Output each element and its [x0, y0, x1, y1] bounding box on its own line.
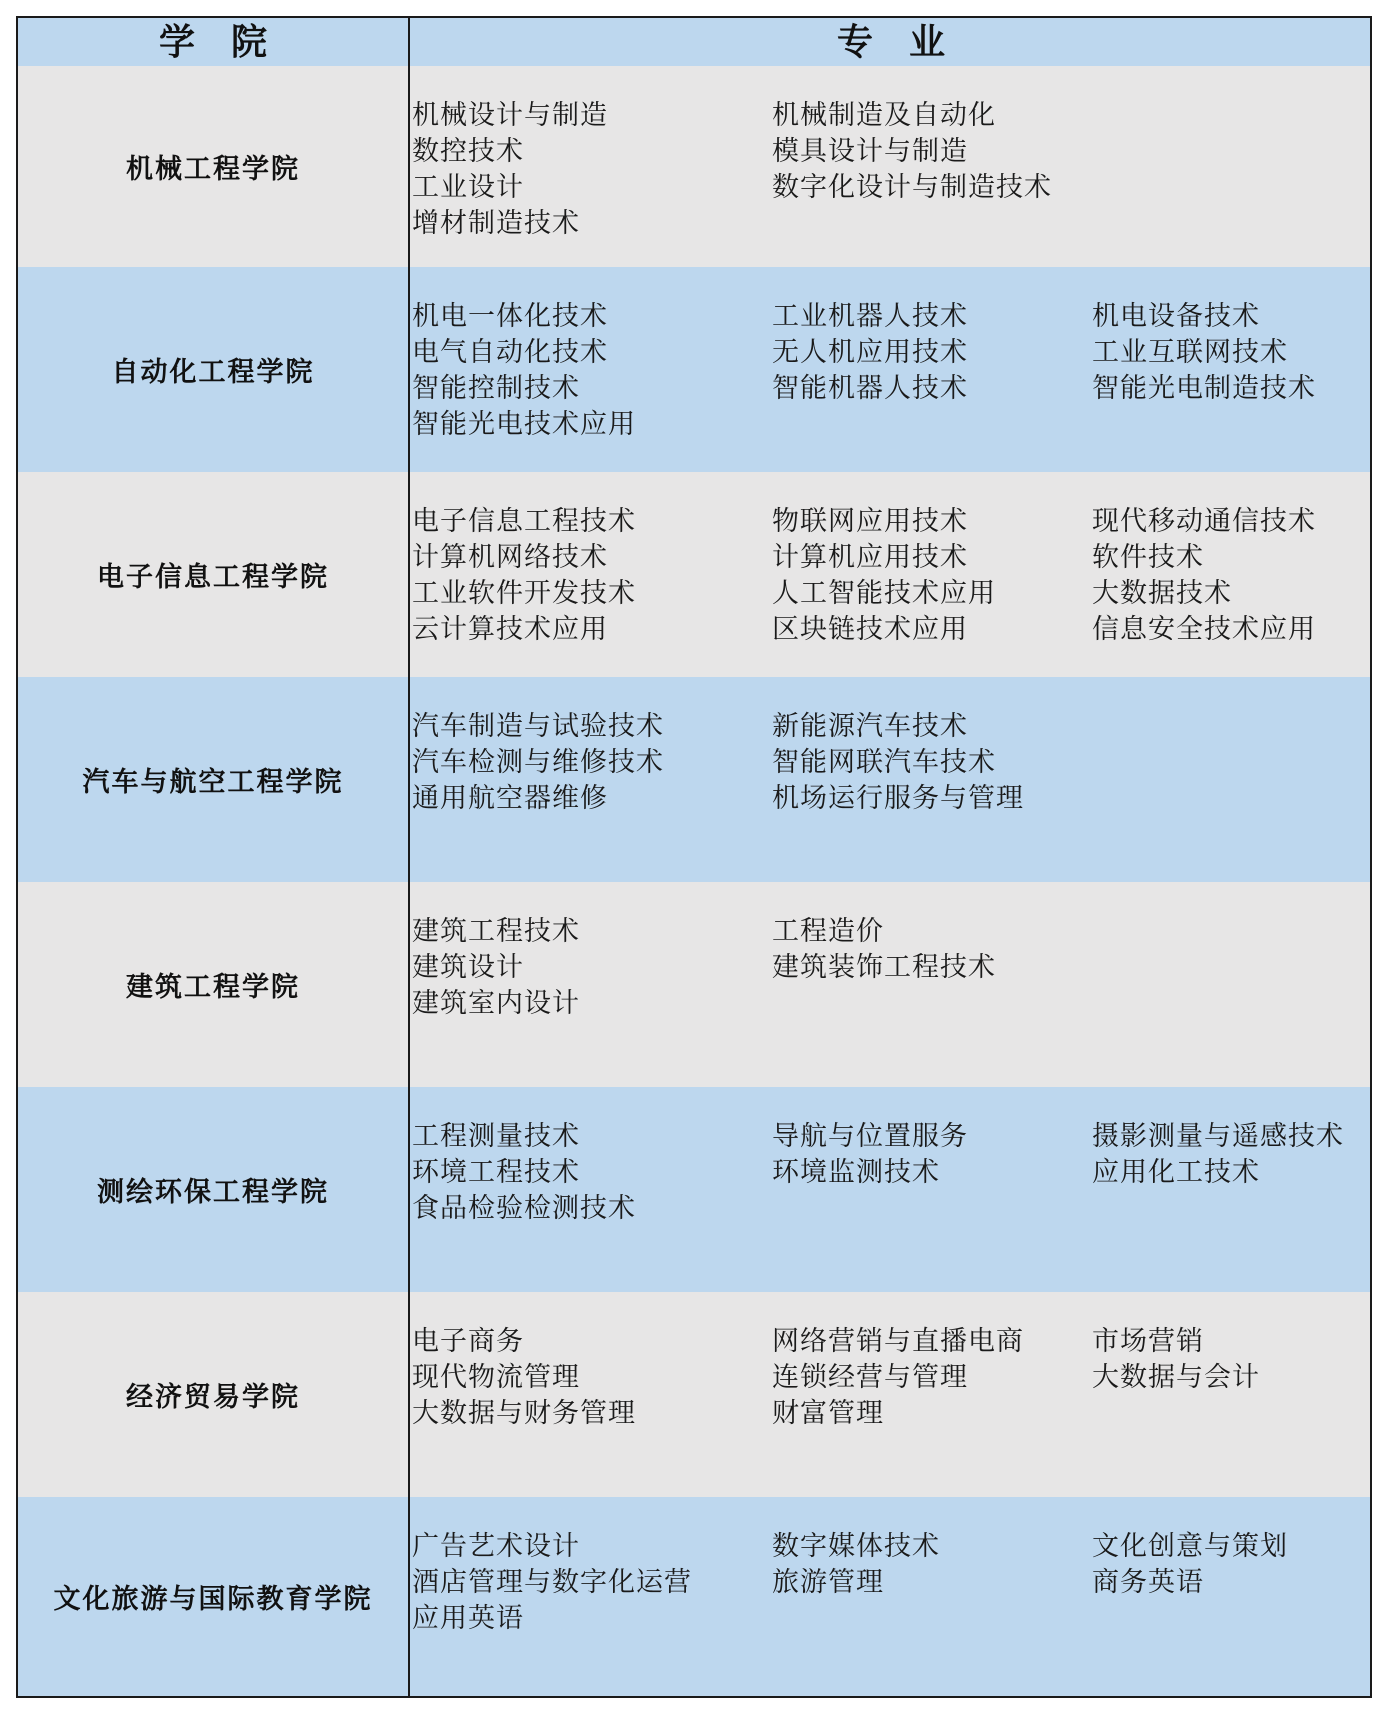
- major-item: 云计算技术应用: [412, 614, 608, 645]
- major-item: 食品检验检测技术: [412, 1193, 636, 1224]
- major-item: 工业软件开发技术: [412, 578, 636, 609]
- majors-cell: [412, 1292, 1370, 1497]
- majors-cell: [412, 882, 1370, 1087]
- major-column: [772, 914, 996, 986]
- major-item: 电子商务: [412, 1326, 524, 1357]
- major-item: 商务英语: [1092, 1567, 1204, 1598]
- major-item: 旅游管理: [772, 1567, 884, 1598]
- major-item: 智能控制技术: [412, 373, 580, 404]
- major-item: 新能源汽车技术: [772, 711, 968, 742]
- major-item: 信息安全技术应用: [1092, 614, 1316, 645]
- major-item: 摄影测量与遥感技术: [1092, 1121, 1344, 1152]
- major-item: 工程造价: [772, 916, 884, 947]
- major-item: 市场营销: [1092, 1326, 1204, 1357]
- major-item: 工业机器人技术: [772, 301, 968, 332]
- major-item: 计算机应用技术: [772, 542, 968, 573]
- college-name: 汽车与航空工程学院: [82, 767, 344, 798]
- column-divider: [408, 18, 410, 1696]
- major-item: 智能光电制造技术: [1092, 373, 1316, 404]
- table-row: [18, 66, 1370, 267]
- college-name: 经济贸易学院: [126, 1382, 300, 1413]
- major-item: 建筑装饰工程技术: [772, 952, 996, 983]
- college-name: 自动化工程学院: [111, 357, 315, 388]
- major-item: 汽车制造与试验技术: [412, 711, 664, 742]
- table-row: [18, 1087, 1370, 1292]
- major-item: 计算机网络技术: [412, 542, 608, 573]
- major-item: 建筑工程技术: [412, 916, 580, 947]
- major-column: [772, 299, 968, 407]
- major-item: 电子信息工程技术: [412, 506, 636, 537]
- major-item: 数字媒体技术: [772, 1531, 940, 1562]
- major-item: 软件技术: [1092, 542, 1204, 573]
- major-item: 建筑设计: [412, 952, 524, 983]
- major-item: 智能网联汽车技术: [772, 747, 996, 778]
- major-item: 建筑室内设计: [412, 988, 580, 1019]
- major-column: [412, 709, 664, 817]
- majors-cell: [412, 1087, 1370, 1292]
- major-column: [1092, 299, 1316, 407]
- majors-cell: [412, 472, 1370, 677]
- major-column: [772, 98, 1052, 206]
- major-item: 工程测量技术: [412, 1121, 580, 1152]
- major-item: 现代物流管理: [412, 1362, 580, 1393]
- major-item: 酒店管理与数字化运营: [412, 1567, 692, 1598]
- major-item: 机电设备技术: [1092, 301, 1260, 332]
- major-item: 环境工程技术: [412, 1157, 580, 1188]
- major-column: [412, 299, 636, 443]
- major-item: 现代移动通信技术: [1092, 506, 1316, 537]
- major-item: 智能机器人技术: [772, 373, 968, 404]
- college-name: 测绘环保工程学院: [97, 1177, 329, 1208]
- major-column: [772, 1324, 1024, 1432]
- table-row: [18, 1497, 1370, 1696]
- major-column: [1092, 1119, 1344, 1191]
- header-major: 专 业: [836, 21, 945, 63]
- table-row: [18, 1292, 1370, 1497]
- major-item: 导航与位置服务: [772, 1121, 968, 1152]
- major-item: 模具设计与制造: [772, 136, 968, 167]
- major-item: 机场运行服务与管理: [772, 783, 1024, 814]
- college-name: 建筑工程学院: [126, 972, 300, 1003]
- major-item: 人工智能技术应用: [772, 578, 996, 609]
- major-column: [412, 914, 580, 1022]
- table-row: [18, 677, 1370, 882]
- major-item: 机械设计与制造: [412, 100, 608, 131]
- majors-cell: [412, 677, 1370, 882]
- table-row: [18, 472, 1370, 677]
- majors-cell: [412, 267, 1370, 472]
- college-name: 机械工程学院: [126, 154, 300, 185]
- major-item: 物联网应用技术: [772, 506, 968, 537]
- major-column: [772, 1119, 968, 1191]
- major-item: 大数据与会计: [1092, 1362, 1260, 1393]
- major-item: 网络营销与直播电商: [772, 1326, 1024, 1357]
- majors-cell: [412, 66, 1370, 267]
- major-column: [412, 1529, 692, 1637]
- major-item: 应用英语: [412, 1603, 524, 1634]
- major-item: 应用化工技术: [1092, 1157, 1260, 1188]
- major-item: 电气自动化技术: [412, 337, 608, 368]
- major-item: 工业互联网技术: [1092, 337, 1288, 368]
- college-name: 文化旅游与国际教育学院: [53, 1584, 373, 1615]
- major-column: [1092, 504, 1316, 648]
- major-item: 广告艺术设计: [412, 1531, 580, 1562]
- major-column: [412, 98, 608, 242]
- major-item: 通用航空器维修: [412, 783, 608, 814]
- major-column: [412, 504, 636, 648]
- table-row: [18, 267, 1370, 472]
- major-item: 汽车检测与维修技术: [412, 747, 664, 778]
- major-column: [772, 709, 1024, 817]
- major-item: 环境监测技术: [772, 1157, 940, 1188]
- table-row: [18, 882, 1370, 1087]
- major-item: 文化创意与策划: [1092, 1531, 1288, 1562]
- major-column: [1092, 1529, 1288, 1601]
- table-header: [18, 18, 1370, 68]
- major-item: 区块链技术应用: [772, 614, 968, 645]
- major-item: 增材制造技术: [412, 208, 580, 239]
- major-item: 工业设计: [412, 172, 524, 203]
- major-item: 连锁经营与管理: [772, 1362, 968, 1393]
- college-name: 电子信息工程学院: [97, 562, 329, 593]
- major-column: [772, 1529, 940, 1601]
- major-column: [1092, 1324, 1260, 1396]
- major-item: 大数据与财务管理: [412, 1398, 636, 1429]
- major-item: 数字化设计与制造技术: [772, 172, 1052, 203]
- major-column: [412, 1324, 636, 1432]
- major-column: [412, 1119, 636, 1227]
- major-column: [772, 504, 996, 648]
- header-college: 学 院: [158, 21, 267, 63]
- major-item: 数控技术: [412, 136, 524, 167]
- major-item: 机械制造及自动化: [772, 100, 996, 131]
- major-item: 财富管理: [772, 1398, 884, 1429]
- major-item: 机电一体化技术: [412, 301, 608, 332]
- majors-table: [16, 16, 1372, 1698]
- major-item: 智能光电技术应用: [412, 409, 636, 440]
- major-item: 大数据技术: [1092, 578, 1232, 609]
- majors-cell: [412, 1497, 1370, 1696]
- major-item: 无人机应用技术: [772, 337, 968, 368]
